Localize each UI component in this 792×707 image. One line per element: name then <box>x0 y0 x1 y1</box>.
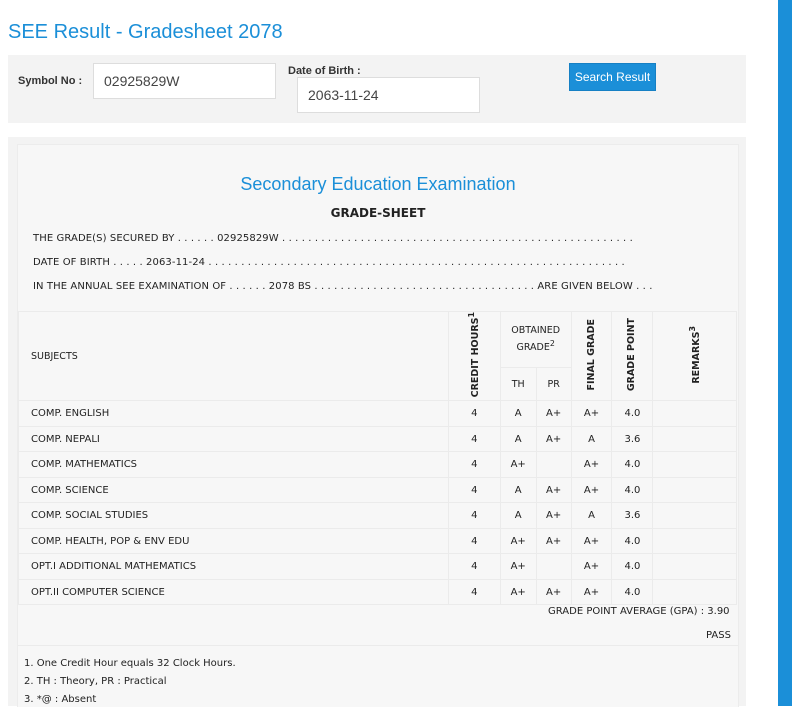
note-2: 2. TH : Theory, PR : Practical <box>24 676 167 687</box>
grade-point-cell: 4.0 <box>612 401 653 427</box>
grades-table <box>18 311 737 605</box>
gradesheet-title: GRADE-SHEET <box>330 206 426 220</box>
remarks-cell <box>653 426 737 452</box>
remarks-cell <box>653 554 737 580</box>
grade-point-cell: 4.0 <box>612 554 653 580</box>
subject-cell: COMP. SCIENCE <box>19 477 449 503</box>
search-result-button[interactable]: Search Result <box>569 63 656 91</box>
table-row <box>19 426 737 452</box>
exam-title: Secondary Education Examination <box>240 174 516 194</box>
table-row <box>19 579 737 605</box>
final-grade-cell: A+ <box>571 528 612 554</box>
table-row <box>19 503 737 529</box>
credit-cell: 4 <box>448 401 500 427</box>
gpa-line: GRADE POINT AVERAGE (GPA) : 3.90 <box>548 606 730 617</box>
th-grade-cell: A <box>500 401 536 427</box>
grade-point-cell: 3.6 <box>612 426 653 452</box>
symbol-number-input[interactable] <box>93 63 276 99</box>
grade-point-cell: 3.6 <box>612 503 653 529</box>
credit-cell: 4 <box>448 503 500 529</box>
grade-point-cell: 4.0 <box>612 528 653 554</box>
grade-point-cell: 4.0 <box>612 477 653 503</box>
table-row <box>19 477 737 503</box>
final-grade-cell: A+ <box>571 554 612 580</box>
pr-grade-cell: A+ <box>536 503 571 529</box>
subject-cell: OPT.I ADDITIONAL MATHEMATICS <box>19 554 449 580</box>
th-grade-cell: A+ <box>500 528 536 554</box>
th-grade-cell: A <box>500 477 536 503</box>
credit-cell: 4 <box>448 528 500 554</box>
th-grade-cell: A+ <box>500 554 536 580</box>
final-grade-header: FINAL GRADE <box>571 312 612 401</box>
remarks-cell <box>653 477 737 503</box>
grade-point-cell: 4.0 <box>612 579 653 605</box>
right-scroll-strip <box>778 0 792 706</box>
pr-header: PR <box>536 367 571 401</box>
obtained-grade-header: OBTAINED GRADE$^2$ <box>500 312 571 368</box>
grade-point-header: GRADE POINT <box>612 312 653 401</box>
final-grade-cell: A <box>571 426 612 452</box>
final-grade-cell: A+ <box>571 579 612 605</box>
final-grade-cell: A+ <box>571 452 612 478</box>
table-row <box>19 401 737 427</box>
credit-cell: 4 <box>448 554 500 580</box>
page-title: SEE Result - Gradesheet 2078 <box>8 21 283 43</box>
date-of-birth-input[interactable] <box>297 77 480 113</box>
credit-hours-header: CREDIT HOURS$^1$ <box>448 312 500 401</box>
final-grade-cell: A+ <box>571 477 612 503</box>
th-grade-cell: A+ <box>500 452 536 478</box>
note-1: 1. One Credit Hour equals 32 Clock Hours. <box>24 658 236 669</box>
secured-by-line: THE GRADE(S) SECURED BY . . . . . . 02925829W . . . . . . . . . . . . . . . . . . . . . . . . . . . . . . . . . . . . . . . . . . . . . . . . . . . . . . <box>33 233 633 244</box>
th-header: TH <box>500 367 536 401</box>
dob-line: DATE OF BIRTH . . . . . 2063-11-24 . . . . . . . . . . . . . . . . . . . . . . . . . . . . . . . . . . . . . . . . . . . . . . . . . . . . . . . . . . . . . . . . <box>33 257 625 268</box>
final-grade-cell: A+ <box>571 401 612 427</box>
subject-cell: COMP. MATHEMATICS <box>19 452 449 478</box>
pr-grade-cell: A+ <box>536 579 571 605</box>
pr-grade-cell <box>536 452 571 478</box>
table-row <box>19 554 737 580</box>
subjects-header: SUBJECTS <box>19 312 449 401</box>
th-grade-cell: A <box>500 503 536 529</box>
subject-cell: OPT.II COMPUTER SCIENCE <box>19 579 449 605</box>
table-row <box>19 528 737 554</box>
th-grade-cell: A+ <box>500 579 536 605</box>
subject-cell: COMP. ENGLISH <box>19 401 449 427</box>
notes-divider <box>18 645 738 646</box>
pr-grade-cell: A+ <box>536 401 571 427</box>
symbol-label: Symbol No : <box>18 75 83 87</box>
remarks-cell <box>653 452 737 478</box>
pr-grade-cell <box>536 554 571 580</box>
remarks-cell <box>653 528 737 554</box>
credit-cell: 4 <box>448 579 500 605</box>
final-grade-cell: A <box>571 503 612 529</box>
credit-cell: 4 <box>448 452 500 478</box>
pr-grade-cell: A+ <box>536 477 571 503</box>
subject-cell: COMP. HEALTH, POP & ENV EDU <box>19 528 449 554</box>
note-3: 3. *@ : Absent <box>24 694 97 705</box>
pr-grade-cell: A+ <box>536 528 571 554</box>
gradesheet <box>17 144 739 707</box>
th-grade-cell: A <box>500 426 536 452</box>
pr-grade-cell: A+ <box>536 426 571 452</box>
remarks-cell <box>653 503 737 529</box>
result-status: PASS <box>706 630 731 641</box>
credit-cell: 4 <box>448 477 500 503</box>
remarks-cell <box>653 401 737 427</box>
credit-cell: 4 <box>448 426 500 452</box>
gradesheet-panel <box>8 137 746 706</box>
subject-cell: COMP. NEPALI <box>19 426 449 452</box>
remarks-header: REMARKS$^3$ <box>653 312 737 401</box>
exam-line: IN THE ANNUAL SEE EXAMINATION OF . . . . . . 2078 BS . . . . . . . . . . . . . . . . . . . . . . . . . . . . . . . . . . ARE GIVEN BELOW . . . <box>33 281 653 292</box>
grade-point-cell: 4.0 <box>612 452 653 478</box>
table-row <box>19 452 737 478</box>
remarks-cell <box>653 579 737 605</box>
subject-cell: COMP. SOCIAL STUDIES <box>19 503 449 529</box>
dob-label: Date of Birth : <box>288 65 361 77</box>
